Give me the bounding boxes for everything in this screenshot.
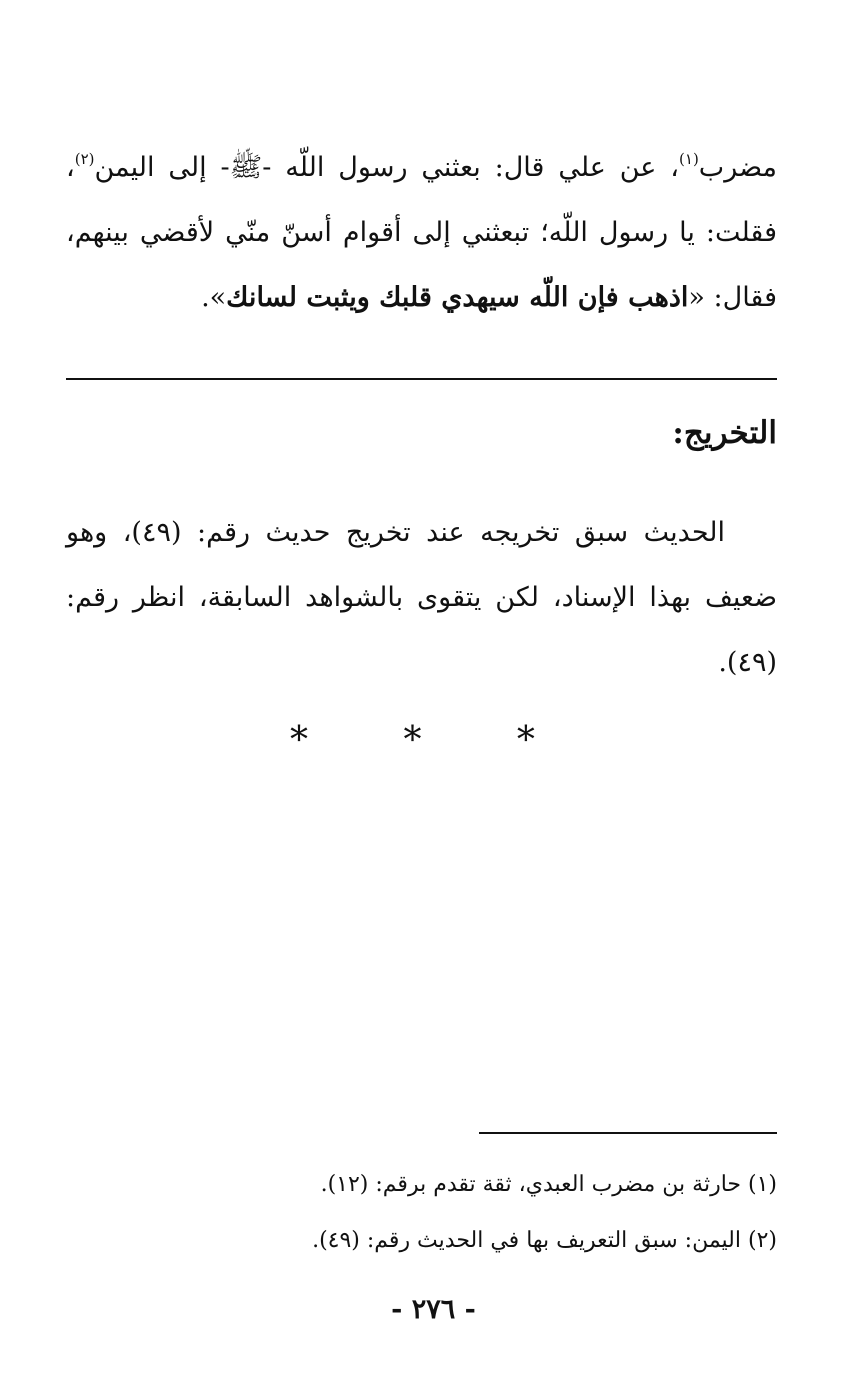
footnote-2: (٢) اليمن: سبق التعريف بها في الحديث رقم: (٤٩). bbox=[312, 1228, 777, 1253]
takhrij-heading: التخريج: bbox=[672, 415, 777, 451]
footnote-divider bbox=[479, 1132, 777, 1134]
hadith-quote: اذهب فإن اللّه سيهدي قلبك ويثبت لسانك bbox=[226, 282, 689, 313]
footnote-ref-1: (١) bbox=[679, 150, 699, 168]
paragraph-text-part3: ، فقلت: يا رسول اللّه؛ تبعثني إلى أقوام أسنّ منّي لأقضي بينهم، فقال: « bbox=[66, 152, 777, 313]
hadith-paragraph bbox=[66, 135, 777, 330]
footnotes bbox=[66, 1157, 777, 1269]
footnote-ref-2: (٢) bbox=[74, 150, 95, 168]
section-divider bbox=[66, 378, 777, 380]
paragraph-text-part4: ». bbox=[201, 282, 227, 313]
footnote-1: (١) حارثة بن مضرب العبدي، ثقة تقدم برقم: (١٢). bbox=[320, 1172, 777, 1197]
takhrij-paragraph: الحديث سبق تخريجه عند تخريج حديث رقم: (٤٩)، وهو ضعيف بهذا الإسناد، لكن يتقوى بالشواهد السابقة، انظر رقم: (٤٩). bbox=[66, 517, 777, 678]
page-number: - ٢٧٦ - bbox=[391, 1294, 476, 1325]
paragraph-text-part2: ، عن علي قال: بعثني رسول اللّه -ﷺ- إلى اليمن bbox=[94, 152, 680, 183]
asterisk-separator: * * * bbox=[290, 720, 577, 761]
paragraph-text-part1: مضرب bbox=[698, 152, 777, 183]
